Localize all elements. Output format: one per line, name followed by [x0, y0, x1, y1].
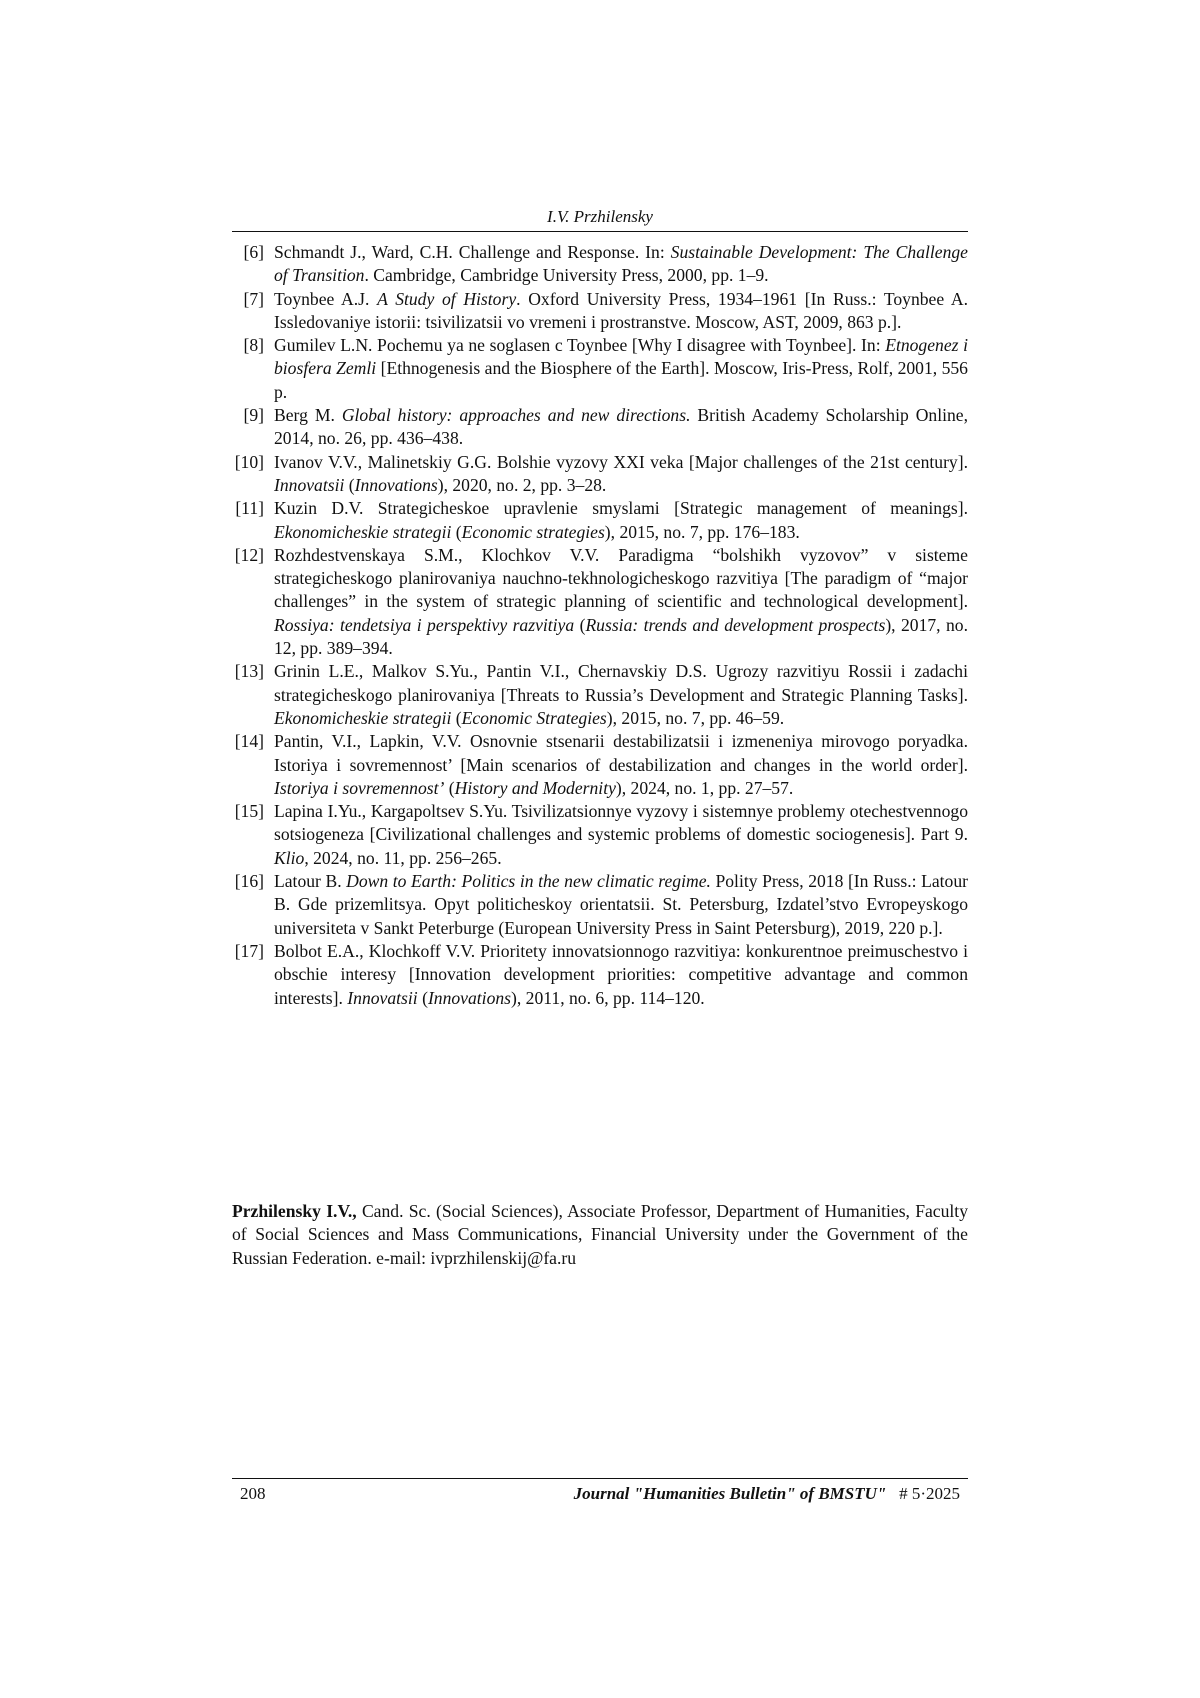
reference-text-segment: ), 2017, no. 12, pp. 389–394.: [274, 614, 968, 659]
reference-text-segment: ), 2015, no. 7, pp. 46–59.: [606, 707, 785, 728]
reference-text: [274, 730, 968, 800]
reference-text-segment: Latour B.: [274, 871, 347, 892]
reference-title-italic: Innovations: [427, 987, 512, 1008]
reference-text: [274, 451, 968, 498]
reference-title-italic: Economic strategies: [461, 521, 605, 542]
reference-title-italic: Down to Earth: Politics in the new climatic regime.: [346, 871, 711, 892]
reference-title-italic: Innovatsii: [274, 474, 345, 495]
reference-text: [274, 404, 968, 451]
reference-text-segment: Kuzin D.V. Strategicheskoe upravlenie smyslami [Strategic management of meanings].: [274, 498, 968, 519]
reference-number: [15]: [234, 801, 264, 822]
reference-number: [13]: [234, 661, 264, 682]
page-footer: [232, 1478, 968, 1505]
reference-text-segment: , 2024, no. 11, pp. 256–265.: [304, 847, 502, 868]
reference-number: [10]: [234, 451, 264, 472]
reference-text-segment: (: [344, 474, 355, 495]
reference-title-italic: A Study of History: [377, 288, 517, 309]
reference-text-segment: ), 2011, no. 6, pp. 114–120.: [511, 987, 705, 1008]
reference-title-italic: Ekonomicheskie strategii: [274, 521, 452, 542]
reference-title-italic: Russia: trends and development prospects: [585, 614, 886, 635]
reference-title-italic: Istoriya i sovremennost’: [274, 777, 445, 798]
reference-title-italic: History and Modernity: [454, 777, 616, 798]
reference-text: [274, 800, 968, 870]
reference-title-italic: Innovatsii: [347, 987, 418, 1008]
reference-text-segment: (: [451, 707, 462, 728]
reference-text: [274, 241, 968, 288]
reference-title-italic: Etnogenez i biosfera Zemli: [274, 335, 968, 379]
reference-text-segment: Bolbot E.A., Klochkoff V.V. Prioritety innovatsionnogo razvitiya: konkurentnoe preimuschestvo i obschie interesy [Innovation development priorities: competitive advantage and common interests].: [274, 940, 968, 1008]
reference-text-segment: ), 2020, no. 2, pp. 3–28.: [437, 474, 607, 495]
reference-item: [232, 544, 968, 660]
reference-number: [6]: [243, 242, 264, 262]
reference-text-segment: Toynbee A.J.: [274, 288, 378, 309]
reference-number: [8]: [243, 335, 264, 356]
reference-title-italic: Sustainable Development: The Challenge of Transition: [274, 242, 968, 286]
reference-item: [232, 660, 968, 730]
reference-item: [232, 497, 968, 544]
reference-text-segment: British Academy Scholarship Online, 2014, no. 26, pp. 436–438.: [274, 405, 968, 449]
reference-text: [274, 497, 968, 544]
reference-text: [274, 288, 968, 335]
reference-item: [232, 451, 968, 498]
reference-item: [232, 940, 968, 1010]
journal-name: Journal "Humanities Bulletin" of BMSTU": [573, 1484, 887, 1503]
reference-text-segment: Schmandt J., Ward, C.H. Challenge and Response. In:: [274, 242, 671, 262]
reference-title-italic: Klio: [274, 847, 305, 868]
reference-text-segment: (: [444, 777, 455, 798]
running-head: I.V. Przhilensky: [232, 206, 968, 232]
reference-text-segment: . Oxford University Press, 1934–1961 [In Russ.: Toynbee A. Issledovaniye istorii: tsivilizatsii vo vremeni i prostranstve. Moscow, AST, 2009, 863 p.].: [274, 288, 968, 332]
reference-number: [12]: [234, 544, 264, 565]
reference-text-segment: (: [417, 987, 428, 1008]
reference-text-segment: (: [574, 614, 586, 635]
reference-item: [232, 800, 968, 870]
reference-text: [274, 660, 968, 730]
reference-text-segment: Gumilev L.N. Pochemu ya ne soglasen c Toynbee [Why I disagree with Toynbee]. In:: [274, 335, 886, 356]
reference-text-segment: (: [451, 521, 462, 542]
reference-item: [232, 288, 968, 335]
reference-text-segment: . Cambridge, Cambridge University Press, 2000, pp. 1–9.: [364, 265, 769, 286]
reference-text: [274, 544, 968, 660]
reference-number: [11]: [235, 498, 264, 519]
reference-title-italic: Rossiya: tendetsiya i perspektivy razvitiya: [274, 614, 575, 635]
reference-text: [274, 870, 968, 940]
reference-number: [14]: [234, 731, 264, 752]
reference-item: [232, 870, 968, 940]
reference-number: [7]: [243, 288, 264, 309]
reference-text-segment: Rozhdestvenskaya S.M., Klochkov V.V. Paradigma “bolshikh vyzovov” v sisteme strategicheskogo planirovaniya nauchno-tekhnologicheskogo razvitiya [The paradigm of “major challenges” in the system of strategic planning of scientific and technological development].: [274, 544, 968, 612]
reference-text-segment: Lapina I.Yu., Kargapoltsev S.Yu. Tsivilizatsionnye vyzovy i sistemnye problemy otechestvennogo sotsiogeneza [Civilizational challenges and systemic problems of domestic sociogenesis]. Part 9.: [274, 801, 968, 845]
reference-text: [274, 940, 968, 1010]
reference-item: [232, 404, 968, 451]
reference-text-segment: [Ethnogenesis and the Biosphere of the Earth]. Moscow, Iris-Press, Rolf, 2001, 556 p.: [274, 358, 968, 402]
author-note: [232, 1200, 968, 1270]
reference-text-segment: Grinin L.E., Malkov S.Yu., Pantin V.I., Chernavskiy D.S. Ugrozy razvitiyu Rossii i zadachi strategicheskogo planirovaniya [Threats to Russia’s Development and Strategic Planning Tasks].: [274, 661, 968, 705]
reference-title-italic: Innovations: [354, 474, 438, 495]
reference-title-italic: Ekonomicheskie strategii: [274, 707, 452, 728]
reference-text-segment: Berg M.: [274, 405, 342, 426]
author-name: Przhilensky I.V.,: [232, 1201, 357, 1221]
reference-title-italic: Economic Strategies: [461, 707, 607, 728]
page-number: 208: [240, 1484, 266, 1503]
reference-text-segment: ), 2015, no. 7, pp. 176–183.: [604, 521, 800, 542]
author-details: Cand. Sc. (Social Sciences), Associate Professor, Department of Humanities, Faculty of Social Sciences and Mass Communications, Financial University under the Government of the Russian Federation. e-mail: ivprzhilenskij@fa.ru: [232, 1201, 968, 1268]
reference-text-segment: Ivanov V.V., Malinetskiy G.G. Bolshie vyzovy XXI veka [Major challenges of the 21st century].: [274, 451, 968, 472]
reference-text-segment: Pantin, V.I., Lapkin, V.V. Osnovnie stsenarii destabilizatsii i izmeneniya mirovogo poryadka. Istoriya i sovremennost’ [Main scenarios of destabilization and changes in the world order].: [274, 731, 968, 775]
reference-item: [232, 334, 968, 404]
reference-title-italic: Global history: approaches and new directions.: [341, 405, 691, 426]
reference-item: [232, 241, 968, 288]
reference-number: [17]: [234, 940, 264, 961]
reference-number: [9]: [243, 405, 264, 426]
reference-text: [274, 334, 968, 404]
reference-number: [16]: [234, 871, 264, 892]
issue-number: # 5·2025: [899, 1484, 960, 1503]
reference-item: [232, 730, 968, 800]
reference-list: [232, 241, 968, 1010]
reference-text-segment: ), 2024, no. 1, pp. 27–57.: [615, 777, 794, 798]
footer-journal-block: [574, 1483, 968, 1505]
reference-text-segment: Polity Press, 2018 [In Russ.: Latour B. Gde prizemlitsya. Opyt politicheskoy orientatsii. St. Petersburg, Izdatel’stvo Evropeyskogo universiteta v Sankt Peterburge (European University Press in Saint Petersburg), 2019, 220 p.].: [274, 871, 969, 938]
